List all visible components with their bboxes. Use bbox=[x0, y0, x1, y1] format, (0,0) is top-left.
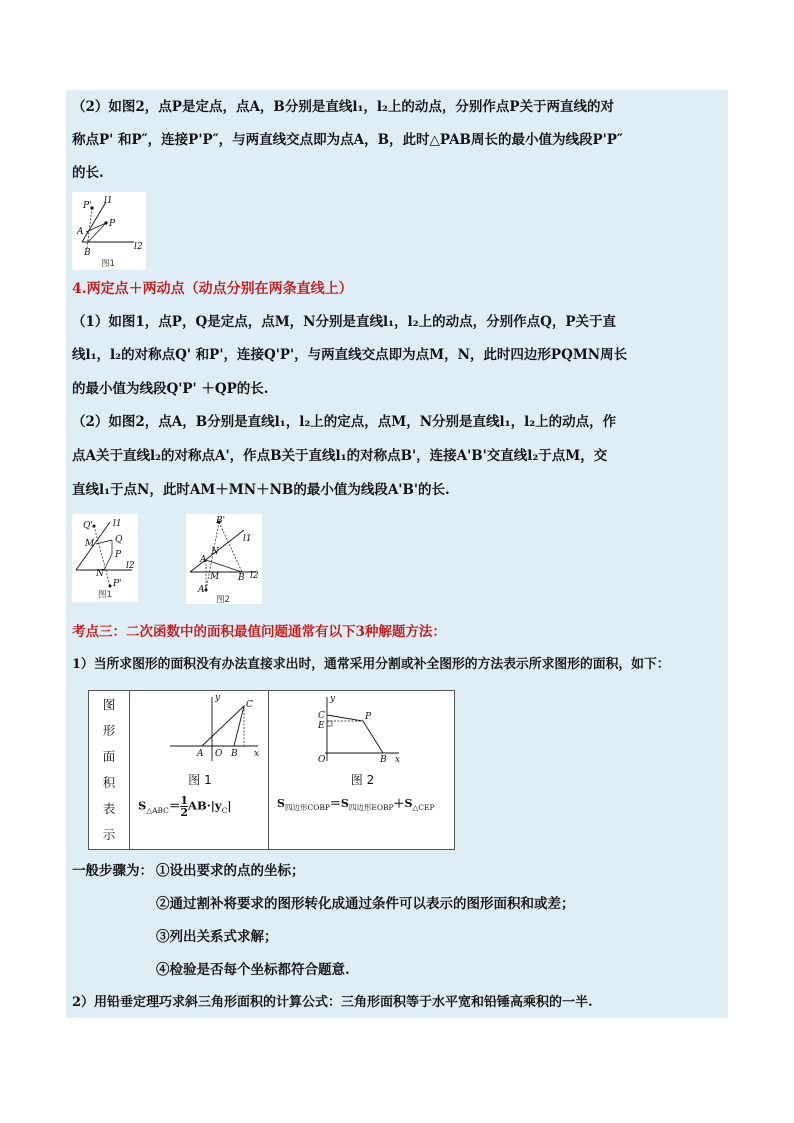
figure-two-fixed-points bbox=[186, 514, 262, 604]
label-a: A bbox=[77, 227, 84, 237]
step-2: ②通过割补将要求的图形转化成通过条件可以表示的图形面积和或差； bbox=[156, 896, 575, 912]
figure-quadrilateral bbox=[72, 514, 138, 602]
label-b: B bbox=[84, 248, 91, 258]
fig1-caption: 图 1 bbox=[188, 773, 212, 787]
label-x: x bbox=[395, 755, 401, 765]
step-4: ④检验是否每个坐标都符合题意. bbox=[156, 962, 350, 978]
label-a-prime: A' bbox=[198, 585, 207, 595]
label-y: y bbox=[215, 693, 221, 703]
label-p-prime: P' bbox=[113, 579, 122, 589]
figure-two-lines-reflection bbox=[72, 192, 146, 270]
label-l2: l2 bbox=[250, 571, 259, 581]
label-e: E bbox=[318, 721, 325, 731]
figure-caption: 图2 bbox=[216, 595, 230, 604]
point-p bbox=[104, 221, 107, 224]
figure-caption: 图1 bbox=[101, 259, 115, 269]
segment-pn bbox=[104, 554, 112, 570]
label-o: O bbox=[215, 749, 223, 759]
step-3: ③列出关系式求解； bbox=[156, 929, 278, 945]
point-q-prime bbox=[93, 525, 96, 528]
segment-bp bbox=[88, 223, 106, 242]
label-c: C bbox=[318, 711, 325, 721]
label-m: M bbox=[210, 572, 220, 582]
label-n: N bbox=[211, 547, 219, 557]
label-y: y bbox=[330, 694, 336, 704]
label-b: B bbox=[238, 573, 245, 583]
area-representation-table bbox=[88, 690, 455, 850]
formula-triangle-area: $S_{\triangle ABC}=$ $\frac{1}{2}$ $AB\cdot|y_C|$ bbox=[138, 794, 232, 819]
label-l1: l1 bbox=[113, 519, 122, 529]
row-label: 图形面积表示 bbox=[89, 691, 130, 850]
fig2-graph bbox=[269, 691, 452, 771]
case2-line1: （2）如图2，点P是定点，点A，B分别是直线l₁，l₂上的动点，分别作点P关于两直线的对 bbox=[72, 99, 615, 115]
steps-label: 一般步骤为： bbox=[72, 863, 153, 879]
label-b: B bbox=[380, 755, 387, 765]
section4-p1-line3: 的最小值为线段Q'P' ＋QP的长. bbox=[72, 381, 269, 397]
fig2-caption: 图 2 bbox=[350, 773, 375, 787]
label-l1: l1 bbox=[243, 534, 252, 544]
label-b: B bbox=[231, 749, 238, 759]
step-1: ①设出要求的点的坐标； bbox=[156, 863, 305, 879]
label-p: P bbox=[365, 712, 372, 722]
figure-caption: 图1 bbox=[98, 590, 112, 600]
section4-p1-line1: （1）如图1，点P，Q是定点，点M，N分别是直线l₁，l₂上的动点，分别作点Q，P关于直 bbox=[72, 314, 616, 330]
label-b-prime: B' bbox=[216, 516, 226, 526]
point3-item1: 1）当所求图形的面积没有办法直接求出时，通常采用分割或补全图形的方法表示所求图形的面积，如下： bbox=[72, 657, 670, 672]
label-q-prime: Q' bbox=[83, 521, 93, 531]
segment-mq bbox=[96, 540, 112, 544]
point3-item2: 2）用铅垂定理巧求斜三角形面积的计算公式：三角形面积等于水平宽和铅锤高乘积的一半. bbox=[72, 995, 593, 1010]
segment-ab bbox=[206, 560, 242, 572]
section4-p1-line2: 线l₁，l₂的对称点Q' 和P'，连接Q'P'，与两直线交点即为点M，N，此时四边形PQMN周长 bbox=[72, 347, 628, 363]
label-c: C bbox=[246, 700, 253, 710]
point-p-prime bbox=[109, 585, 112, 588]
label-p: P bbox=[109, 219, 116, 229]
case2-line2: 称点P' 和P″，连接P'P″，与两直线交点即为点A，B，此时△PAB周长的最小值为线段P'P″ bbox=[72, 132, 623, 148]
label-a: A bbox=[200, 555, 207, 565]
label-x: x bbox=[254, 749, 260, 759]
section4-p2-line3: 直线l₁于点N，此时AM＋MN＋NB的最小值为线段A'B'的长. bbox=[72, 482, 450, 498]
point3-title: 考点三：二次函数中的面积最值问题通常有以下3种解题方法： bbox=[72, 624, 446, 640]
label-l1: l1 bbox=[104, 196, 113, 206]
label-p-prime: P' bbox=[83, 201, 92, 211]
section4-p2-line1: （2）如图2，点A，B分别是直线l₁，l₂上的定点，点M，N分别是直线l₁，l₂上的动点，作 bbox=[72, 414, 617, 430]
label-a: A bbox=[197, 749, 204, 759]
label-q: Q bbox=[115, 535, 123, 545]
section4-title: 4.两定点＋两动点（动点分别在两条直线上） bbox=[72, 281, 353, 297]
fig1-cell bbox=[130, 691, 269, 850]
section4-p2-line2: 点A关于直线l₂的对称点A'，作点B关于直线l₁的对称点B'，连接A'B'交直线l₂于点M，交 bbox=[72, 448, 608, 464]
label-n: N bbox=[96, 569, 104, 579]
label-m: M bbox=[85, 539, 95, 549]
label-l2: l2 bbox=[134, 242, 143, 252]
fig1-graph bbox=[130, 691, 266, 771]
label-l2: l2 bbox=[126, 561, 135, 571]
label-p: P bbox=[115, 550, 122, 560]
fig2-cell bbox=[269, 691, 455, 850]
segment-ap bbox=[86, 223, 106, 232]
label-o: O bbox=[318, 755, 326, 765]
case2-line3: 的长. bbox=[72, 165, 104, 181]
formula-quadrilateral-area: $S_{四边形COBP}=S_{四边形EOBP}+S_{\triangle CEP}$ bbox=[277, 797, 435, 813]
